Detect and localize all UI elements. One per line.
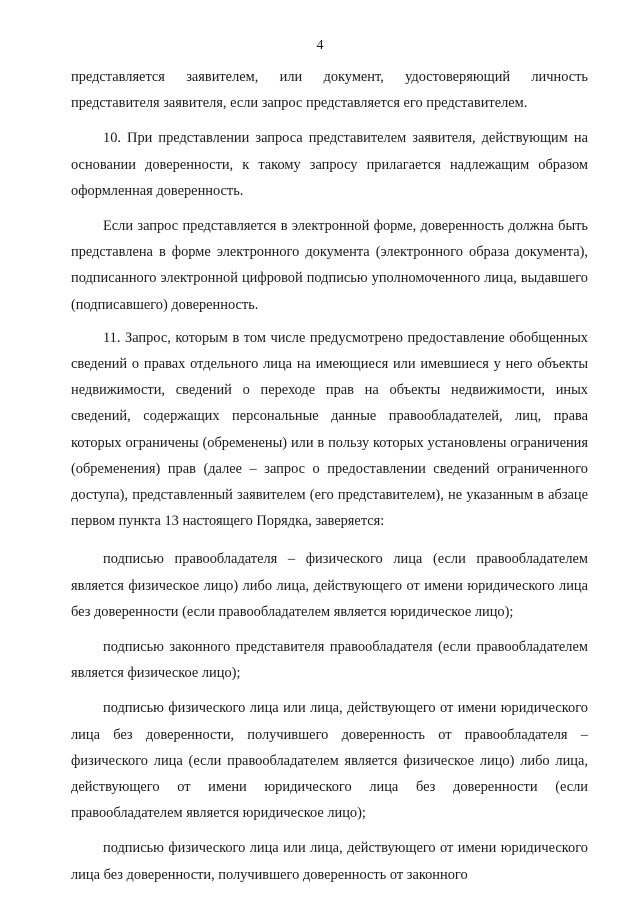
paragraph-signature-authorized-person: подписью физического лица или лица, действующего от имени юридического лица без доверенности, получившего доверенность от правообладателя – физического лица (если правообладателем является физическое лицо) либо лица, действующего от имени юридического лица без доверенности (если правообладателем является юридическое лицо);: [71, 700, 588, 822]
document-body: [71, 64, 588, 888]
paragraph-continuation: представляется заявителем, или документ, удостоверяющий личность представителя заявителя, если запрос представляется его представителем.: [71, 69, 588, 112]
paragraph-item-11: 11. Запрос, которым в том числе предусмотрено предоставление обобщенных сведений о правах отдельного лица на имеющиеся или имевшиеся у него объекты недвижимости, сведений о переходе прав на объекты недвижимости, иных сведений, содержащих персональные данные правообладателей, лиц, права которых ограничены (обременены) или в пользу которых установлены ограничения (обременения) прав (далее – запрос о предоставлении сведений ограниченного доступа), представленный заявителем (его представителем), не указанным в абзаце первом пункта 13 настоящего Порядка, заверяется:: [71, 329, 588, 530]
paragraph-item-10: 10. При представлении запроса представителем заявителя, действующим на основании доверенности, к такому запросу прилагается надлежащим образом оформленная доверенность.: [71, 130, 588, 199]
paragraph-signature-holder: подписью правообладателя – физического лица (если правообладателем является физическое лицо) либо лица, действующего от имени юридического лица без доверенности (если правообладателем является юридическое лицо);: [71, 551, 588, 620]
paragraph-signature-legal-rep-authorized: подписью физического лица или лица, действующего от имени юридического лица без доверенности, получившего доверенность от законного: [71, 840, 588, 883]
paragraph-signature-legal-representative: подписью законного представителя правообладателя (если правообладателем является физическое лицо);: [71, 639, 588, 682]
page-number: 4: [316, 38, 324, 53]
paragraph-electronic-form: Если запрос представляется в электронной форме, доверенность должна быть представлена в форме электронного документа (электронного образа документа), подписанного электронной цифровой подписью уполномоченного лица, выдавшего (подписавшего) доверенность.: [71, 218, 588, 313]
